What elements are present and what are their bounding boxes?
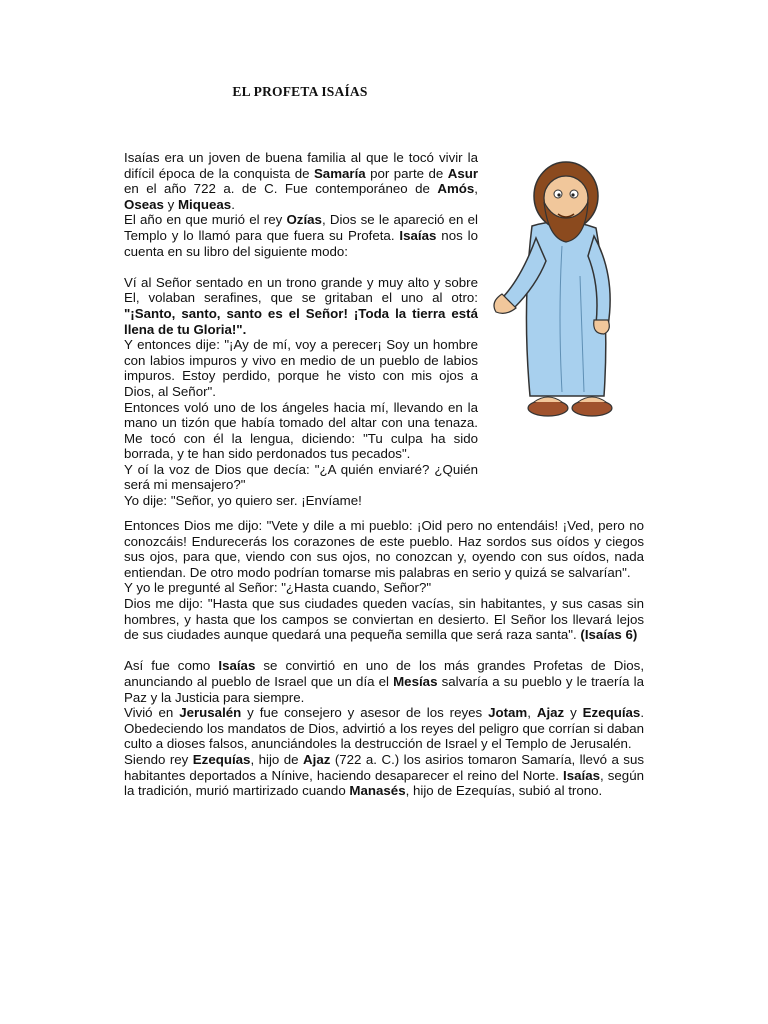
paragraph — [124, 658, 644, 705]
text-run: en el año 722 a. de C. Fue contemporáneo de — [124, 181, 438, 197]
paragraph — [124, 518, 644, 580]
paragraph — [124, 596, 644, 643]
text-run: Y yo le pregunté al Señor: "¿Hasta cuando, Señor?" — [124, 580, 432, 596]
text-run: , — [527, 705, 537, 721]
bold-run: Jerusalén — [179, 705, 242, 721]
bold-run: Amós — [437, 181, 475, 197]
bold-run: Mesías — [393, 673, 438, 689]
text-run: (722 a. C.) los asirios tomaron Samaría, llevó a sus habitantes deportados a Nínive, haciendo desaparecer el reino del Norte. — [124, 751, 644, 783]
right-hand — [594, 320, 610, 334]
main-column — [124, 518, 644, 799]
text-run: Vivió en — [124, 705, 180, 721]
text-run: por parte de — [365, 165, 448, 181]
text-run: , — [474, 181, 478, 197]
bold-run: Ajaz — [536, 705, 565, 721]
text-run: se convirtió en uno de los más grandes Profetas de Dios, anunciando al pueblo de Israel que un día el — [124, 658, 645, 689]
text-run: y — [163, 196, 178, 212]
text-run: Entonces Dios me dijo: "Vete y dile a mi pueblo: ¡Oid pero no entendáis! ¡Ved, pero no conozcáis! Endurecerás los corazones de este pueblo. Haz sordos sus oídos y ciegos sus ojos, para que, viendo con sus ojos, no conozcan y, oyendo con sus oídos, nada entiendan. De otro modo podrían tomarse mis palabras en serio y quizá se salvarían". — [124, 518, 644, 580]
text-run: Así fue como — [124, 658, 219, 674]
bold-run: Oseas — [124, 196, 164, 212]
text-run: Siendo rey — [124, 751, 193, 767]
paragraph — [124, 275, 478, 337]
paragraph — [124, 150, 478, 212]
prophet-illustration — [492, 156, 648, 436]
paragraph — [124, 580, 644, 596]
paragraph — [124, 705, 644, 752]
text-run: Entonces voló uno de los ángeles hacia mí, llevando en la mano un tizón que había tomado del altar con una tenaza. Me tocó con él la lengua, diciendo: "Tu culpa ha sido borrada, y te han sido perdonados tus pecados". — [124, 399, 478, 462]
text-run: , hijo de — [250, 751, 304, 767]
paragraph — [124, 493, 478, 509]
text-run: Isaías era un joven de buena familia al que le tocó vivir la difícil época de la conquista de — [124, 150, 478, 181]
paragraph — [124, 462, 478, 493]
paragraph — [124, 337, 478, 399]
text-run: Ví al Señor sentado en un trono grande y muy alto y sobre El, volaban serafines, que se gritaban el uno al otro: — [124, 274, 478, 306]
left-sandal — [528, 400, 568, 416]
text-run: . — [231, 196, 235, 212]
bold-run: Isaías — [218, 658, 256, 674]
bold-run: Manasés — [349, 783, 406, 799]
bold-run: Isaías — [563, 767, 601, 783]
text-run: Y oí la voz de Dios que decía: "¿A quién enviaré? ¿Quién será mi mensajero?" — [124, 461, 478, 493]
bold-run: Ezequías — [192, 751, 251, 767]
bold-run: Asur — [447, 165, 479, 181]
bold-run: (Isaías 6) — [580, 627, 638, 643]
bold-run: Ozías — [286, 212, 322, 228]
text-run: salvaría a su pueblo y le traería la Paz y la Justicia para siempre. — [124, 673, 645, 705]
paragraph — [124, 400, 478, 462]
paragraph — [124, 212, 478, 259]
page-title: EL PROFETA ISAÍAS — [232, 84, 368, 99]
text-run: nos lo cuenta en su libro del siguiente modo: — [124, 227, 478, 259]
text-run: , según la tradición, murió martirizado cuando — [124, 767, 644, 799]
bold-run: Jotam — [488, 705, 528, 721]
text-run: Y entonces dije: "¡Ay de mí, voy a perecer¡ Soy un hombre con labios impuros y vivo en medio de un pueblo de labios impuros. Estoy perdido, porque he visto con mis ojos a Dios, al Señor". — [124, 337, 478, 399]
text-run: y — [564, 705, 583, 721]
text-run: Yo dije: "Señor, yo quiero ser. ¡Envíame! — [124, 493, 362, 509]
bold-run: Miqueas — [177, 196, 232, 212]
bold-run: Samaría — [313, 165, 366, 181]
right-sandal — [572, 400, 612, 416]
bold-run: Ajaz — [303, 751, 331, 767]
bold-run: Isaías — [399, 227, 437, 243]
bold-run: Ezequías — [582, 705, 641, 721]
paragraph — [124, 752, 644, 799]
text-run: , Dios se le apareció en el Templo y lo llamó para que fuera su Profeta. — [124, 212, 478, 243]
text-run: Dios me dijo: "Hasta que sus ciudades queden vacías, sin habitantes, y sus casas sin hombres, y hasta que los campos se conviertan en desierto. El Señor los llevará lejos de sus ciudades aunque quedará una pequeña semilla que será raza santa". — [124, 595, 644, 643]
intro-column — [124, 150, 478, 509]
text-run: , hijo de Ezequías, subió al trono. — [405, 783, 603, 799]
bold-run: "¡Santo, santo, santo es el Señor! ¡Toda la tierra está llena de tu Gloria!". — [124, 305, 478, 337]
text-run: . Obedeciendo los mandatos de Dios, advirtió a los reyes del peligro que corrían si daban culto a dioses falsos, anunciándoles la destrucción de Israel y el Templo de Jerusalén. — [124, 705, 645, 752]
text-run: El año en que murió el rey — [124, 212, 287, 228]
text-run: y fue consejero y asesor de los reyes — [241, 705, 489, 721]
